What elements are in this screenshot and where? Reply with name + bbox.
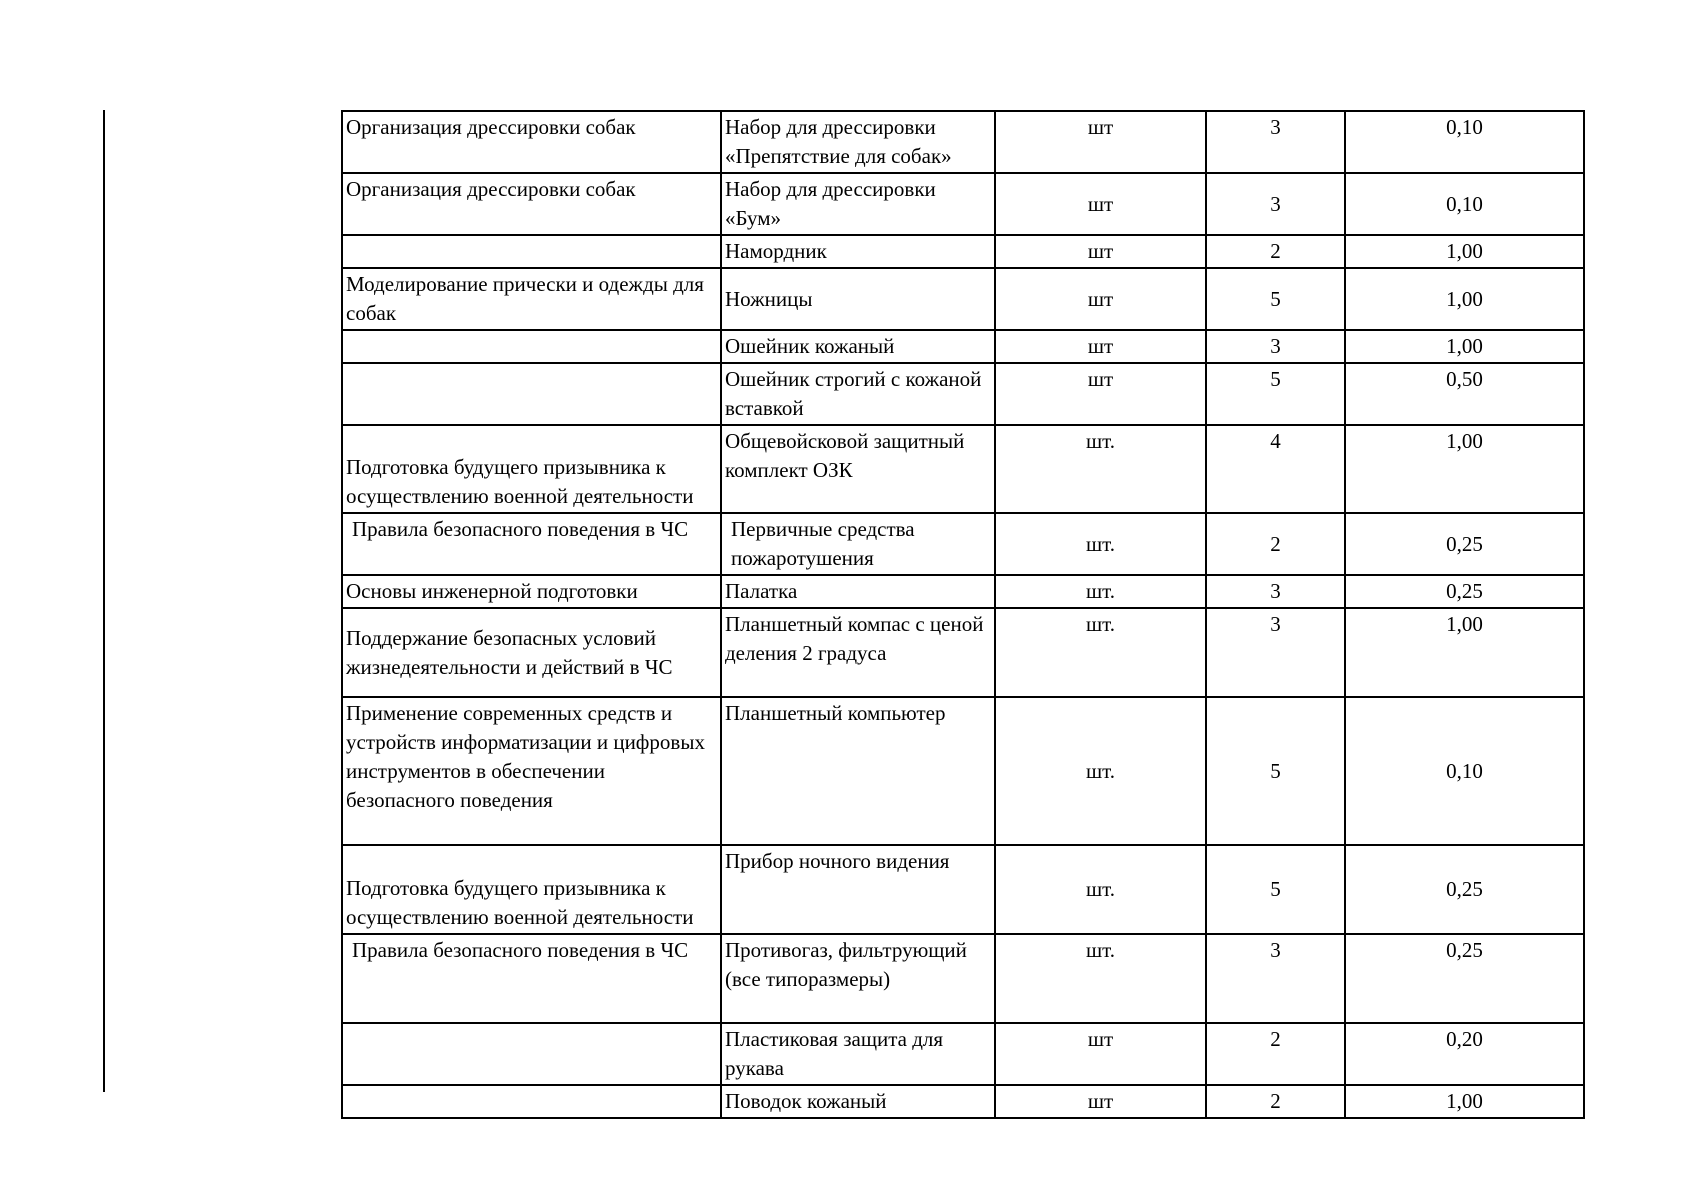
quantity-cell: 4 xyxy=(1206,425,1345,513)
quantity-cell: 3 xyxy=(1206,173,1345,235)
coefficient-cell: 0,25 xyxy=(1345,575,1584,608)
coefficient-cell: 0,50 xyxy=(1345,363,1584,425)
item-cell: Ошейник строгий с кожаной вставкой xyxy=(721,363,995,425)
item-cell: Пластиковая защита для рукава xyxy=(721,1023,995,1085)
quantity-cell: 2 xyxy=(1206,1023,1345,1085)
quantity-cell: 5 xyxy=(1206,268,1345,330)
table-row xyxy=(342,697,1584,845)
coefficient-cell: 0,10 xyxy=(1345,173,1584,235)
coefficient-cell: 0,20 xyxy=(1345,1023,1584,1085)
item-cell: Планшетный компьютер xyxy=(721,697,995,845)
coefficient-cell: 1,00 xyxy=(1345,330,1584,363)
topic-cell: Правила безопасного поведения в ЧС xyxy=(342,934,721,1023)
quantity-cell: 5 xyxy=(1206,845,1345,934)
table-row xyxy=(342,1085,1584,1118)
topic-cell xyxy=(342,363,721,425)
item-cell: Палатка xyxy=(721,575,995,608)
unit-cell: шт. xyxy=(995,845,1206,934)
item-cell: Ножницы xyxy=(721,268,995,330)
item-cell: Намордник xyxy=(721,235,995,268)
quantity-cell: 3 xyxy=(1206,330,1345,363)
coefficient-cell: 0,25 xyxy=(1345,934,1584,1023)
unit-cell: шт. xyxy=(995,608,1206,697)
topic-cell xyxy=(342,235,721,268)
coefficient-cell: 0,10 xyxy=(1345,111,1584,173)
item-cell: Прибор ночного видения xyxy=(721,845,995,934)
table-row xyxy=(342,845,1584,934)
topic-cell: Поддержание безопасных условий жизнедеятельности и действий в ЧС xyxy=(342,608,721,697)
topic-cell: Подготовка будущего призывника к осуществлению военной деятельности xyxy=(342,845,721,934)
topic-cell: Организация дрессировки собак xyxy=(342,111,721,173)
quantity-cell: 3 xyxy=(1206,111,1345,173)
table-row xyxy=(342,330,1584,363)
item-cell: Первичные средства пожаротушения xyxy=(721,513,995,575)
coefficient-cell: 0,10 xyxy=(1345,697,1584,845)
quantity-cell: 2 xyxy=(1206,235,1345,268)
quantity-cell: 2 xyxy=(1206,1085,1345,1118)
coefficient-cell: 1,00 xyxy=(1345,268,1584,330)
item-cell: Планшетный компас с ценой деления 2 градуса xyxy=(721,608,995,697)
topic-cell xyxy=(342,330,721,363)
item-cell: Набор для дрессировки «Препятствие для собак» xyxy=(721,111,995,173)
unit-cell: шт. xyxy=(995,697,1206,845)
table-row xyxy=(342,934,1584,1023)
topic-cell xyxy=(342,1023,721,1085)
table-row xyxy=(342,1023,1584,1085)
unit-cell: шт xyxy=(995,268,1206,330)
table-row xyxy=(342,268,1584,330)
unit-cell: шт xyxy=(995,363,1206,425)
unit-cell: шт xyxy=(995,235,1206,268)
unit-cell: шт xyxy=(995,173,1206,235)
table-row xyxy=(342,513,1584,575)
unit-cell: шт xyxy=(995,1023,1206,1085)
item-cell: Противогаз, фильтрующий (все типоразмеры) xyxy=(721,934,995,1023)
coefficient-cell: 1,00 xyxy=(1345,235,1584,268)
coefficient-cell: 0,25 xyxy=(1345,845,1584,934)
coefficient-cell: 1,00 xyxy=(1345,425,1584,513)
table-row xyxy=(342,363,1584,425)
topic-cell: Правила безопасного поведения в ЧС xyxy=(342,513,721,575)
quantity-cell: 5 xyxy=(1206,697,1345,845)
item-cell: Поводок кожаный xyxy=(721,1085,995,1118)
table-row xyxy=(342,173,1584,235)
coefficient-cell: 0,25 xyxy=(1345,513,1584,575)
unit-cell: шт. xyxy=(995,934,1206,1023)
item-cell: Ошейник кожаный xyxy=(721,330,995,363)
table-row xyxy=(342,235,1584,268)
table-row xyxy=(342,608,1584,697)
table-row xyxy=(342,111,1584,173)
unit-cell: шт xyxy=(995,1085,1206,1118)
page-margin-line xyxy=(103,110,105,1092)
quantity-cell: 3 xyxy=(1206,934,1345,1023)
topic-cell xyxy=(342,1085,721,1118)
topic-cell: Подготовка будущего призывника к осуществлению военной деятельности xyxy=(342,425,721,513)
quantity-cell: 3 xyxy=(1206,608,1345,697)
unit-cell: шт. xyxy=(995,513,1206,575)
table-row xyxy=(342,575,1584,608)
table-row xyxy=(342,425,1584,513)
unit-cell: шт. xyxy=(995,425,1206,513)
quantity-cell: 2 xyxy=(1206,513,1345,575)
unit-cell: шт. xyxy=(995,575,1206,608)
coefficient-cell: 1,00 xyxy=(1345,608,1584,697)
unit-cell: шт xyxy=(995,330,1206,363)
item-cell: Общевойсковой защитный комплект ОЗК xyxy=(721,425,995,513)
quantity-cell: 3 xyxy=(1206,575,1345,608)
quantity-cell: 5 xyxy=(1206,363,1345,425)
coefficient-cell: 1,00 xyxy=(1345,1085,1584,1118)
topic-cell: Основы инженерной подготовки xyxy=(342,575,721,608)
unit-cell: шт xyxy=(995,111,1206,173)
equipment-table xyxy=(341,110,1585,1119)
topic-cell: Применение современных средств и устройств информатизации и цифровых инструментов в обеспечении безопасного поведения xyxy=(342,697,721,845)
item-cell: Набор для дрессировки «Бум» xyxy=(721,173,995,235)
topic-cell: Моделирование прически и одежды для собак xyxy=(342,268,721,330)
topic-cell: Организация дрессировки собак xyxy=(342,173,721,235)
